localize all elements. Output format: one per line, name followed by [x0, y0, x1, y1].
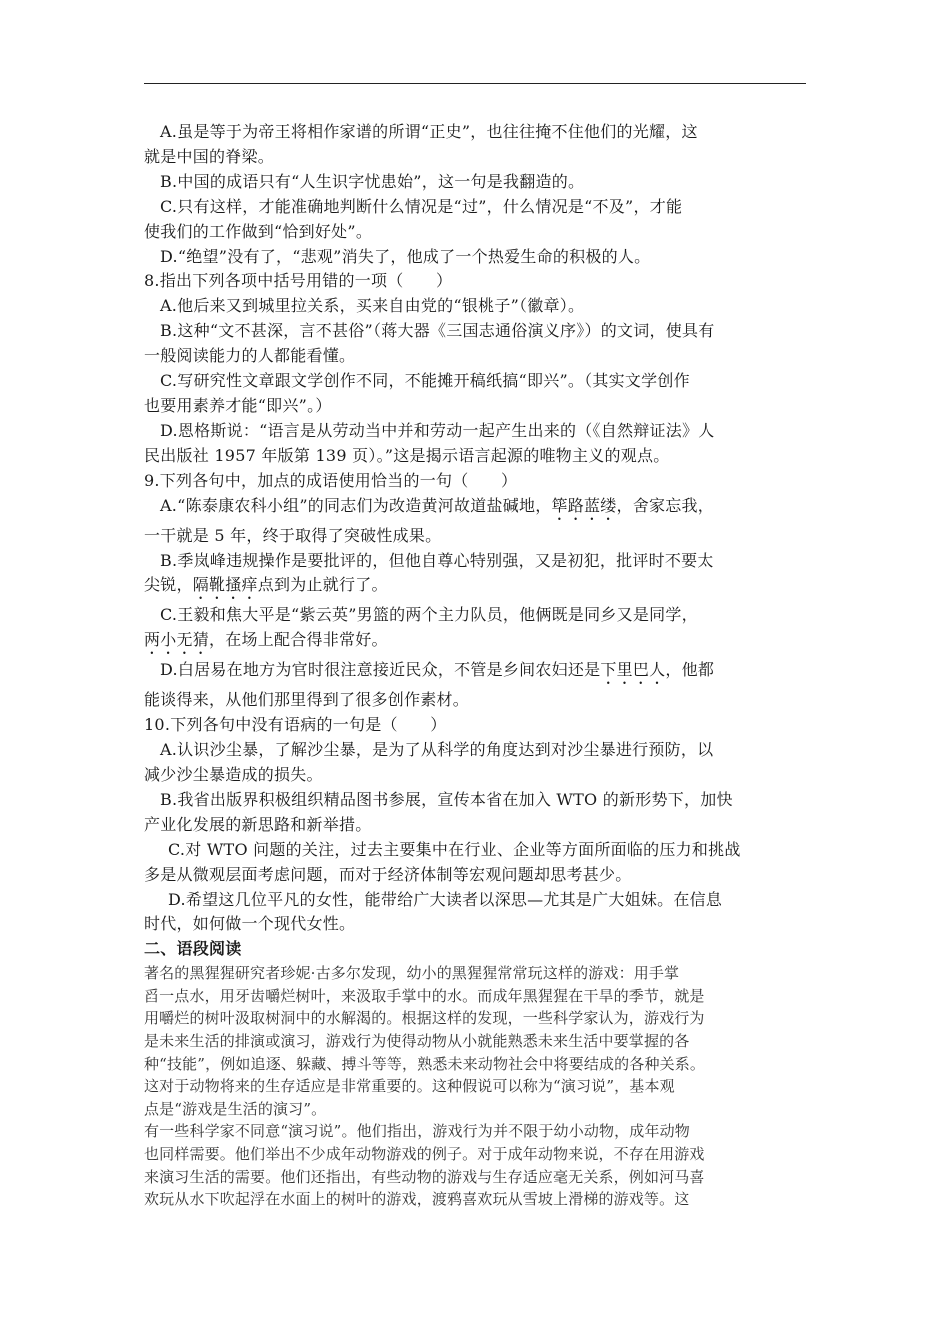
header-rule [144, 83, 806, 84]
q10-option-d-line2: 时代，如何做一个现代女性。 [144, 914, 356, 934]
q9-option-d-line1 [144, 658, 808, 688]
q7-option-a-line1: A.虽是等于为帝王将相作家谱的所谓“正史”，也往往掩不住他们的光耀，这 [160, 122, 698, 141]
passage-line: 也同样需要。他们举出不少成年动物游戏的例子。对于成年动物来说，不存在用游戏 [144, 1145, 705, 1164]
q10-option-c-line2: 多是从微观层面考虑问题，而对于经济体制等宏观问题却思考甚少。 [144, 864, 632, 884]
q8-option-b-line2: 一般阅读能力的人都能看懂。 [144, 346, 356, 366]
question-9: 9.下列各句中，加点的成语使用恰当的一句（ ） [144, 470, 518, 490]
passage-line: 著名的黑猩猩研究者珍妮·古多尔发现，幼小的黑猩猩常常玩这样的游戏：用手掌 [144, 964, 680, 983]
q8-option-c-line2: 也要用素养才能“即兴”。） [144, 395, 332, 415]
passage-line: 来演习生活的需要。他们还指出，有些动物的游戏与生存适应毫无关系，例如河马喜 [144, 1167, 705, 1186]
section-heading: 二、语段阅读 [144, 939, 242, 959]
q9-d-text-tail: ，他都 [665, 660, 715, 680]
dotted-idiom: 下里巴人 [600, 660, 666, 680]
q8-option-d-line2: 民出版社 1957 年版第 139 页）。”这是揭示语言起源的唯物主义的观点。 [144, 445, 670, 465]
passage-line: 这对于动物将来的生存适应是非常重要的。这种假说可以称为“演习说”，基本观 [144, 1077, 675, 1096]
dotted-idiom: 筚路蓝缕 [551, 495, 617, 515]
q9-c-text-tail: ，在场上配合得非常好。 [209, 630, 388, 650]
passage-line: 点是“游戏是生活的演习”。 [144, 1099, 327, 1118]
q7-option-d: D.“绝望”没有了，“悲观”消失了，他成了一个热爱生命的积极的人。 [160, 246, 651, 266]
passage-line: 欢玩从水下吹起浮在水面上的树叶的游戏，渡鸦喜欢玩从雪坡上滑梯的游戏等。这 [144, 1190, 690, 1209]
q9-b-text: 尖锐， [144, 575, 193, 595]
q7-option-b: B.中国的成语只有“人生识字忧患始”，这一句是我翻造的。 [160, 171, 585, 191]
q9-option-b-line1: B.季岚峰违规操作是要批评的，但他自尊心特别强，又是初犯，批评时不要太 [160, 550, 714, 570]
q8-option-b-line1: B.这种“文不甚深，言不甚俗”（蒋大器《三国志通俗演义序》）的文词，使具有 [160, 321, 715, 341]
q10-option-c-line1: C.对 WTO 问题的关注，过去主要集中在行业、企业等方面所面临的压力和挑战 [168, 839, 741, 859]
q9-option-a-line2: 一干就是 5 年，终于取得了突破性成果。 [144, 525, 442, 545]
dotted-idiom: 隔靴搔痒 [192, 575, 258, 595]
q10-option-b-line2: 产业化发展的新思路和新举措。 [144, 814, 372, 834]
q10-option-d-line1: D.希望这几位平凡的女性，能带给广大读者以深思—尤其是广大姐妹。在信息 [168, 889, 723, 909]
q7-option-c-line2: 使我们的工作做到“恰到好处”。 [144, 221, 373, 241]
q8-option-d-line1: D.恩格斯说：“语言是从劳动当中并和劳动一起产生出来的（《自然辩证法》人 [160, 420, 715, 440]
q9-option-c-line1: C.王毅和焦大平是“紫云英”男篮的两个主力队员，他俩既是同乡又是同学， [160, 605, 698, 625]
document-page [144, 120, 808, 1211]
q9-option-b-line2 [144, 573, 808, 603]
q9-option-c-line2 [144, 628, 808, 658]
q9-a-text: A.“陈泰康农科小组”的同志们为改造黄河故道盐碱地， [160, 495, 552, 515]
passage-line: 有一些科学家不同意“演习说”。他们指出，游戏行为并不限于幼小动物，成年动物 [144, 1122, 690, 1141]
q9-b-text-tail: 点到为止就行了。 [257, 575, 388, 595]
q8-option-c-line1: C.写研究性文章跟文学创作不同，不能摊开稿纸搞“即兴”。（其实文学创作 [160, 371, 690, 391]
passage-line: 舀一点水，用牙齿嚼烂树叶，来汲取手掌中的水。而成年黑猩猩在干旱的季节，就是 [144, 986, 705, 1005]
question-10: 10.下列各句中没有语病的一句是（ ） [144, 715, 447, 735]
q10-option-a-line2: 减少沙尘暴造成的损失。 [144, 765, 323, 785]
q7-option-a-line2: 就是中国的脊梁。 [144, 146, 275, 166]
q9-option-d-line2: 能谈得来，从他们那里得到了很多创作素材。 [144, 690, 470, 710]
question-8: 8.指出下列各项中括号用错的一项（ ） [144, 271, 453, 291]
passage-line: 用嚼烂的树叶汲取树洞中的水解渴的。根据这样的发现，一些科学家认为，游戏行为 [144, 1009, 705, 1028]
q10-option-b-line1: B.我省出版界积极组织精品图书参展，宣传本省在加入 WTO 的新形势下，加快 [160, 789, 733, 809]
passage-line: 是未来生活的排演或演习，游戏行为使得动物从小就能熟悉未来生活中要掌握的各 [144, 1032, 690, 1051]
q10-option-a-line1: A.认识沙尘暴，了解沙尘暴，是为了从科学的角度达到对沙尘暴进行预防，以 [160, 740, 714, 760]
q9-a-text-tail: ，舍家忘我， [616, 495, 715, 515]
dotted-idiom: 两小无猜 [144, 630, 210, 650]
q9-d-text: D.白居易在地方为官时很注意接近民众，不管是乡间农妇还是 [160, 660, 601, 680]
q9-option-a-line1 [144, 494, 808, 524]
q8-option-a: A.他后来又到城里拉关系，买来自由党的“银桃子”（徽章）。 [160, 296, 585, 316]
passage-line: 种“技能”，例如追逐、躲藏、搏斗等等，熟悉未来动物社会中将要结成的各种关系。 [144, 1054, 706, 1073]
q7-option-c-line1: C.只有这样，才能准确地判断什么情况是“过”，什么情况是“不及”，才能 [160, 196, 683, 216]
reading-passage [144, 962, 808, 1211]
